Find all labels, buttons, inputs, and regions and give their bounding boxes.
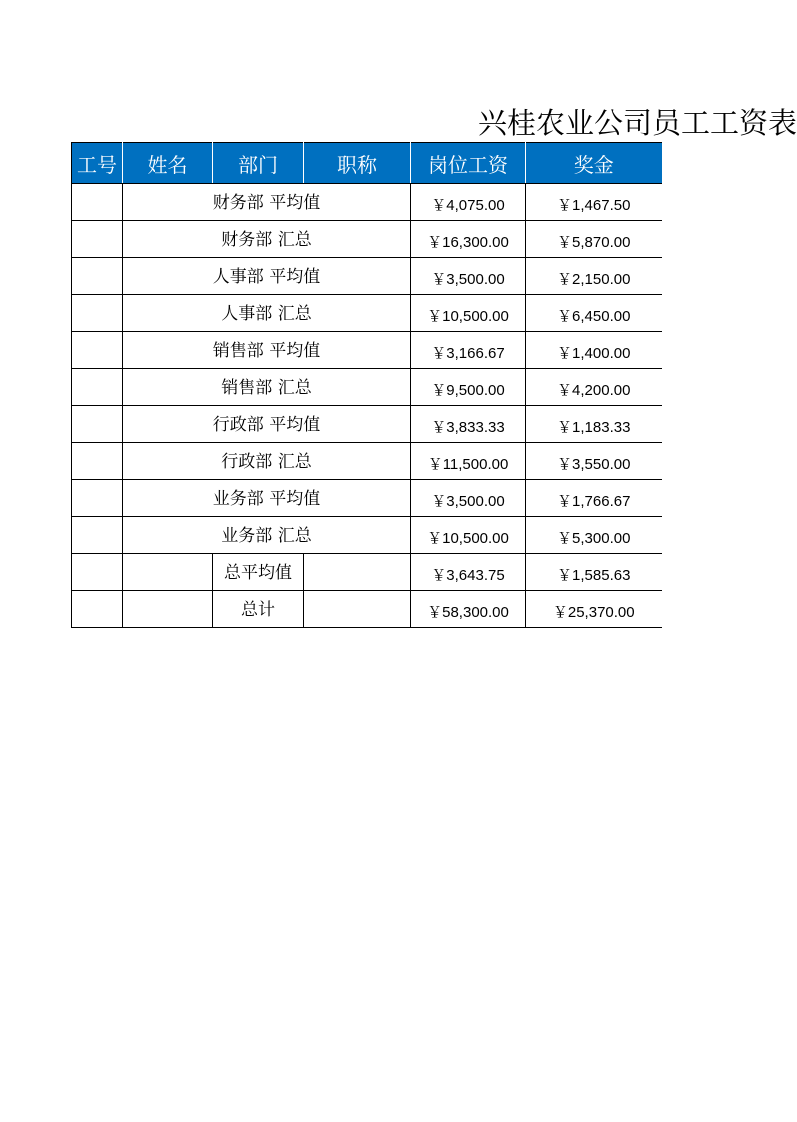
cell-id	[72, 443, 123, 480]
header-bonus: 奖金	[526, 143, 662, 184]
cell-name	[123, 591, 213, 628]
header-title: 职称	[304, 143, 411, 184]
cell-id	[72, 554, 123, 591]
cell-name	[123, 554, 213, 591]
cell-title	[304, 554, 411, 591]
cell-id	[72, 184, 123, 221]
bonus-cell: ￥2,150.00	[526, 258, 662, 295]
bonus-cell: ￥5,300.00	[526, 517, 662, 554]
cell-id	[72, 406, 123, 443]
cell-id	[72, 517, 123, 554]
bonus-cell: ￥1,183.33	[526, 406, 662, 443]
bonus-cell: ￥4,200.00	[526, 369, 662, 406]
table-row	[72, 517, 662, 554]
table-row	[72, 406, 662, 443]
group-label-cell: 行政部 汇总	[123, 443, 411, 480]
table-row	[72, 369, 662, 406]
cell-id	[72, 295, 123, 332]
salary-cell: ￥11,500.00	[411, 443, 526, 480]
group-label-cell: 人事部 平均值	[123, 258, 411, 295]
group-label-cell: 业务部 平均值	[123, 480, 411, 517]
table-row	[72, 480, 662, 517]
header-id: 工号	[72, 143, 123, 184]
salary-cell: ￥3,500.00	[411, 258, 526, 295]
cell-id	[72, 480, 123, 517]
bonus-cell: ￥1,766.67	[526, 480, 662, 517]
salary-cell: ￥9,500.00	[411, 369, 526, 406]
total-row	[72, 591, 662, 628]
total-label-cell: 总计	[213, 591, 304, 628]
cell-id	[72, 332, 123, 369]
bonus-cell: ￥6,450.00	[526, 295, 662, 332]
salary-cell: ￥3,500.00	[411, 480, 526, 517]
salary-cell: ￥10,500.00	[411, 295, 526, 332]
table-row	[72, 332, 662, 369]
bonus-cell: ￥25,370.00	[526, 591, 662, 628]
salary-cell: ￥3,833.33	[411, 406, 526, 443]
group-label-cell: 人事部 汇总	[123, 295, 411, 332]
bonus-cell: ￥3,550.00	[526, 443, 662, 480]
header-name: 姓名	[123, 143, 213, 184]
group-label-cell: 销售部 汇总	[123, 369, 411, 406]
cell-title	[304, 591, 411, 628]
cell-id	[72, 221, 123, 258]
sheet-title: 兴桂农业公司员工工资表	[478, 106, 797, 140]
bonus-cell: ￥1,400.00	[526, 332, 662, 369]
table-row	[72, 443, 662, 480]
table-row	[72, 184, 662, 221]
title-area	[430, 103, 797, 143]
salary-table	[71, 142, 662, 628]
salary-cell: ￥3,643.75	[411, 554, 526, 591]
bonus-cell: ￥1,467.50	[526, 184, 662, 221]
salary-cell: ￥16,300.00	[411, 221, 526, 258]
salary-cell: ￥4,075.00	[411, 184, 526, 221]
bonus-cell: ￥1,585.63	[526, 554, 662, 591]
group-label-cell: 销售部 平均值	[123, 332, 411, 369]
salary-cell: ￥3,166.67	[411, 332, 526, 369]
cell-id	[72, 258, 123, 295]
total-row	[72, 554, 662, 591]
cell-id	[72, 369, 123, 406]
cell-id	[72, 591, 123, 628]
table-row	[72, 295, 662, 332]
bonus-cell: ￥5,870.00	[526, 221, 662, 258]
table-row	[72, 258, 662, 295]
table-row	[72, 221, 662, 258]
salary-cell: ￥10,500.00	[411, 517, 526, 554]
header-department: 部门	[213, 143, 304, 184]
group-label-cell: 行政部 平均值	[123, 406, 411, 443]
header-salary: 岗位工资	[411, 143, 526, 184]
table-body	[72, 184, 662, 628]
header-row	[72, 143, 662, 184]
group-label-cell: 财务部 平均值	[123, 184, 411, 221]
group-label-cell: 业务部 汇总	[123, 517, 411, 554]
group-label-cell: 财务部 汇总	[123, 221, 411, 258]
total-label-cell: 总平均值	[213, 554, 304, 591]
salary-cell: ￥58,300.00	[411, 591, 526, 628]
